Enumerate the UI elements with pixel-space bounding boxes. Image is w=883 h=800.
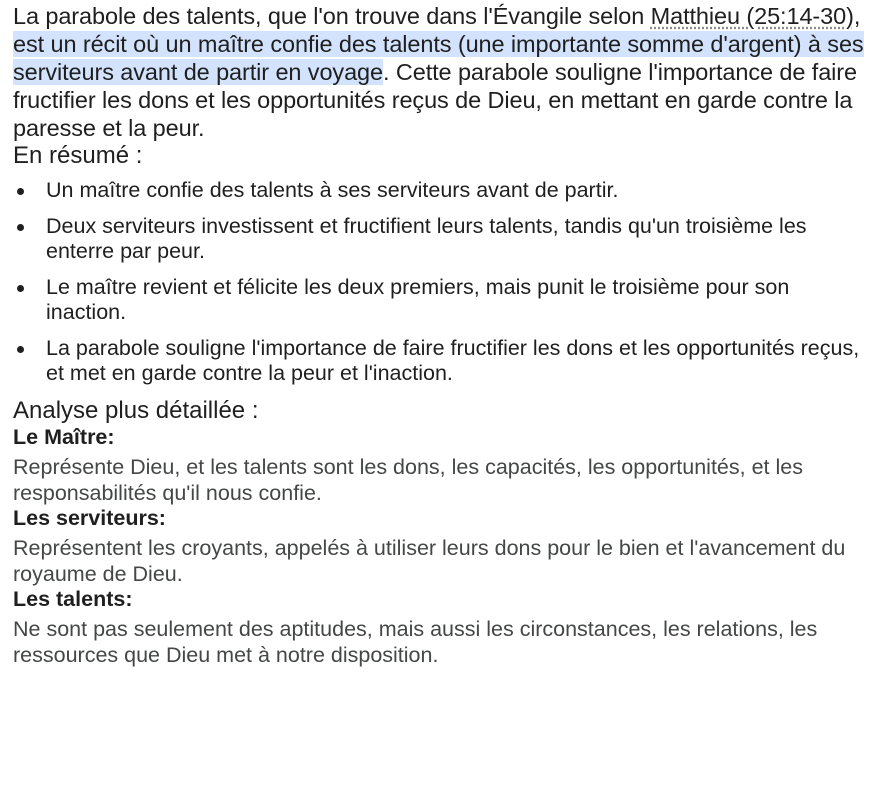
bullet-icon: [17, 224, 24, 231]
list-item: [13, 214, 875, 264]
analysis-text-talents: Ne sont pas seulement des aptitudes, mais aussi les circonstances, les relations, les ressources que Dieu met à notre disposition.: [13, 617, 818, 667]
list-item-text: Un maître confie des talents à ses serviteurs avant de partir.: [46, 178, 619, 202]
analysis-heading: Analyse plus détaillée :: [13, 397, 259, 424]
summary-list: [13, 178, 875, 386]
intro-text-separator: ,: [853, 3, 861, 29]
bullet-icon: [17, 346, 24, 353]
summary-heading: En résumé :: [13, 142, 143, 169]
response-content: [13, 0, 875, 668]
list-item-text: Deux serviteurs investissent et fructifient leurs talents, tandis qu'un troisième les enterre par peur.: [46, 214, 807, 263]
intro-text-start: La parabole des talents, que l'on trouve dans l'Évangile selon: [13, 3, 651, 29]
intro-text-end: . Cette parabole souligne l'importance de faire fructifier les dons et les opportunités reçus de Dieu, en mettant en garde contre la paresse et la peur.: [13, 59, 857, 141]
analysis-text-serviteurs: Représentent les croyants, appelés à utiliser leurs dons pour le bien et l'avancement du royaume de Dieu.: [13, 536, 846, 586]
bullet-icon: [17, 188, 24, 195]
bullet-icon: [17, 285, 24, 292]
intro-paragraph: [13, 2, 875, 142]
list-item: [13, 275, 875, 325]
analysis-heading-serviteurs: Les serviteurs:: [13, 506, 166, 530]
bible-reference-link[interactable]: Matthieu (25:14-30): [650, 3, 854, 29]
analysis-heading-talents: Les talents:: [13, 587, 133, 611]
highlighted-text[interactable]: est un récit où un maître confie des talents (une importante somme d'argent) à ses serviteurs avant de partir en voyage: [13, 31, 864, 85]
list-item: [13, 178, 875, 203]
list-item-text: La parabole souligne l'importance de faire fructifier les dons et les opportunités reçus, et met en garde contre la peur et l'inaction.: [46, 336, 860, 385]
list-item: [13, 336, 875, 386]
analysis-heading-maitre: Le Maître:: [13, 425, 115, 449]
analysis-text-maitre: Représente Dieu, et les talents sont les dons, les capacités, les opportunités, et les responsabilités qu'il nous confie.: [13, 455, 803, 505]
list-item-text: Le maître revient et félicite les deux premiers, mais punit le troisième pour son inaction.: [46, 275, 790, 324]
